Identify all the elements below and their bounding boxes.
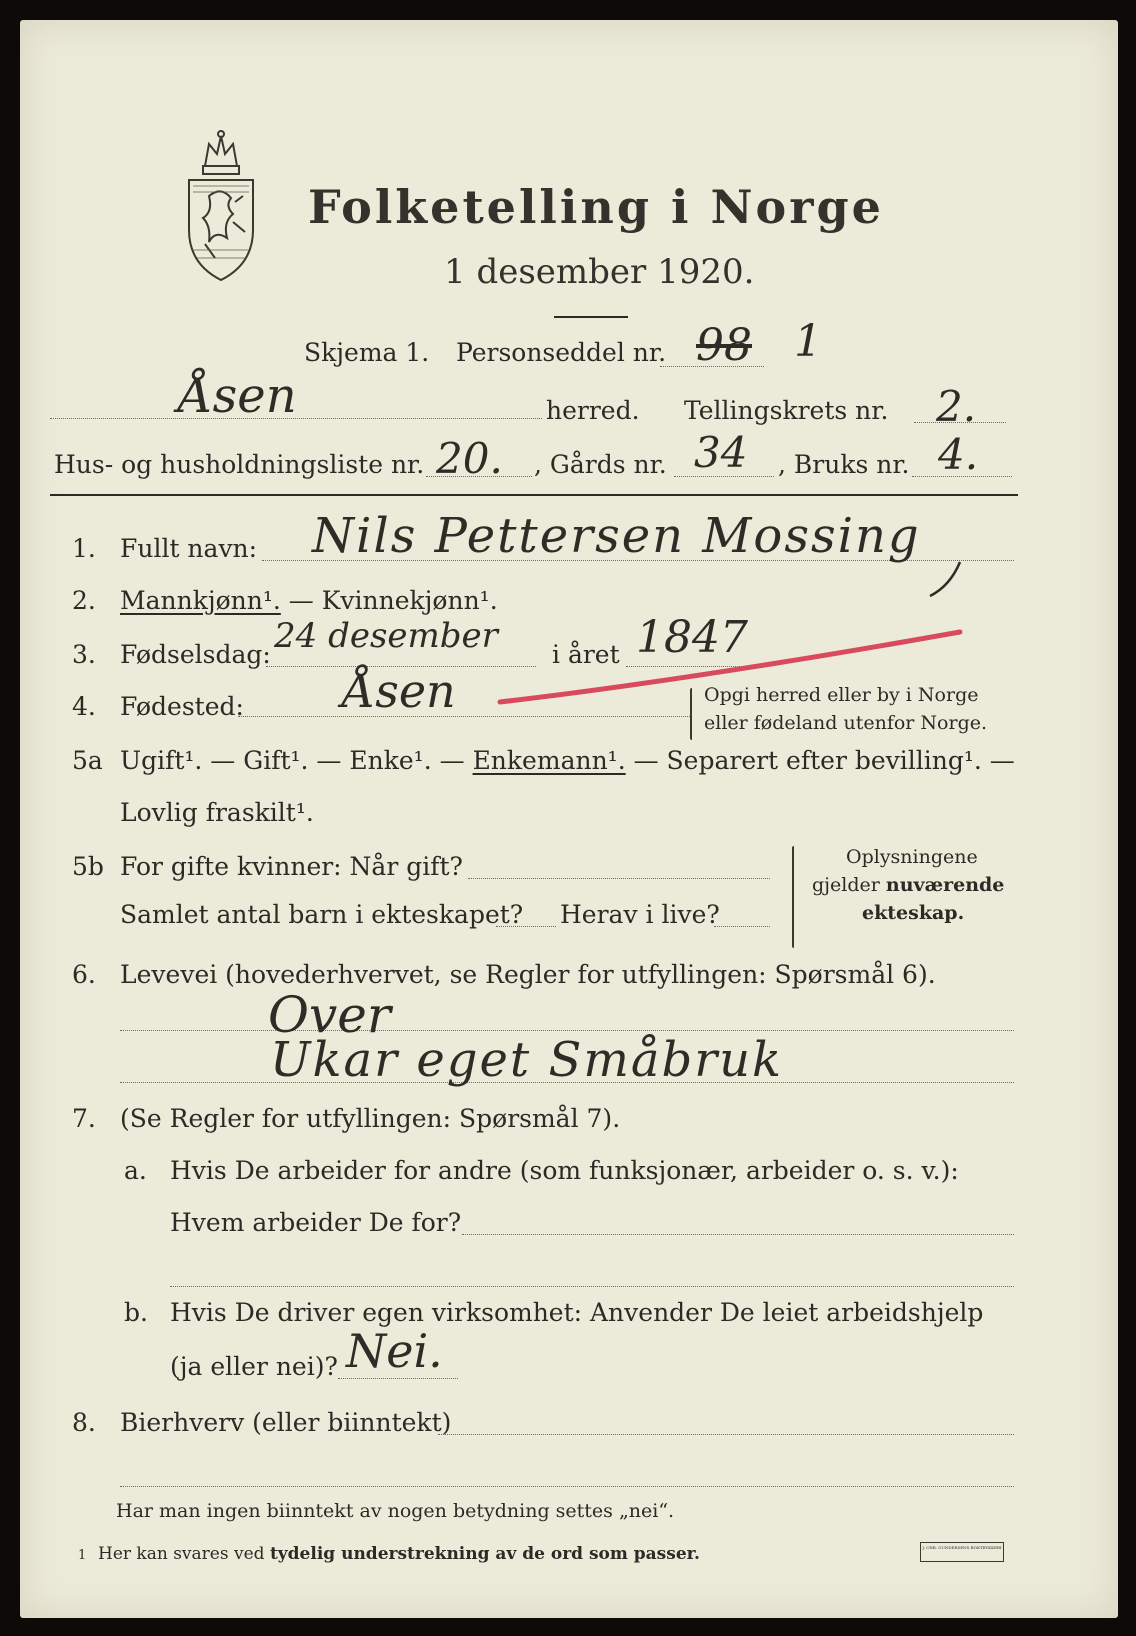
- q7a-employer-line2: [170, 1286, 1014, 1287]
- q5a-separator: —: [202, 746, 244, 775]
- q5b-children-line: [496, 926, 556, 927]
- census-date: 1 desember 1920.: [444, 252, 755, 292]
- footnote-text-a: Her kan svares ved: [98, 1544, 270, 1564]
- q6-value-line1[interactable]: Over: [268, 986, 391, 1044]
- name-flourish: [920, 560, 970, 600]
- q5a-option-gift[interactable]: Gift¹.: [243, 746, 309, 775]
- q4-note-line1: Opgi herred eller by i Norge: [704, 684, 979, 706]
- q3-year-label: i året: [552, 640, 620, 669]
- q4-number: 4.: [72, 692, 96, 721]
- printer-mark: J. CHR. GUNDERSENS BOKTRYKKERI: [920, 1542, 1004, 1562]
- q4-note-line2: eller fødeland utenfor Norge.: [704, 712, 988, 734]
- q5a-separator: —: [431, 746, 473, 775]
- footer-note: Har man ingen biinntekt av nogen betydning settes „nei“.: [116, 1500, 675, 1522]
- q2-number: 2.: [72, 586, 96, 615]
- q5b-alive-label: Herav i live?: [560, 900, 720, 929]
- bruks-value[interactable]: 4.: [938, 430, 979, 479]
- q6-line1: [120, 1030, 1014, 1031]
- bruks-label: , Bruks nr.: [778, 450, 910, 479]
- gards-value[interactable]: 34: [694, 428, 748, 477]
- q8-line1: [438, 1434, 1014, 1435]
- q5a-number: 5a: [72, 746, 103, 775]
- q7b-hired-help-line: [338, 1378, 458, 1379]
- q5b-children-label: Samlet antal barn i ekteskapet?: [120, 900, 524, 929]
- q5a-separator: —: [308, 746, 350, 775]
- q3-birthday-value[interactable]: 24 desember: [274, 616, 498, 656]
- q5a-marital-options: [120, 746, 1015, 775]
- q7a-employer-line: [462, 1234, 1014, 1235]
- tellingskrets-value[interactable]: 2.: [936, 382, 977, 431]
- q7b-hired-help-value[interactable]: Nei.: [346, 1324, 443, 1378]
- q5b-note-nuvaerende: nuværende: [885, 874, 1005, 896]
- herred-label: herred.: [546, 396, 640, 425]
- tellingskrets-label: Tellingskrets nr.: [684, 396, 889, 425]
- q5b-married-when-line: [468, 878, 770, 879]
- q2-sex-options: [120, 586, 498, 615]
- q7-number: 7.: [72, 1104, 96, 1133]
- q1-full-name[interactable]: Nils Pettersen Mossing: [312, 508, 921, 564]
- q1-number: 1.: [72, 534, 96, 563]
- title-divider: [554, 316, 628, 318]
- q5a-option-enke[interactable]: Enke¹.: [349, 746, 432, 775]
- q5b-alive-line: [714, 926, 770, 927]
- q5b-married-when-label: For gifte kvinner: Når gift?: [120, 852, 463, 881]
- q5a-option-separert[interactable]: — Separert efter bevilling¹. —: [625, 746, 1015, 775]
- q5b-note-bracket: [792, 846, 794, 948]
- q2-option-kvinne[interactable]: Kvinnekjønn¹.: [321, 586, 498, 615]
- q3-birth-year[interactable]: 1847: [636, 612, 748, 663]
- norwegian-coat-of-arms-icon: [175, 126, 267, 286]
- q5b-note-line1: Oplysningene: [846, 846, 978, 868]
- footnote-text-b: tydelig understrekning av de ord som passer.: [269, 1544, 700, 1564]
- q7b-letter: b.: [124, 1298, 148, 1327]
- q7b-line1: Hvis De driver egen virksomhet: Anvender De leiet arbeidshjelp: [170, 1298, 984, 1327]
- q3-label: Fødselsdag:: [120, 640, 271, 669]
- schema-label: Skjema 1.: [304, 338, 430, 367]
- footnote-number: 1: [78, 1548, 87, 1563]
- q5b-note-gjelder: gjelder: [812, 874, 886, 896]
- herred-value[interactable]: Åsen: [178, 368, 297, 424]
- q2-separator: —: [280, 586, 322, 615]
- q5b-note-line3: ekteskap.: [862, 902, 965, 924]
- personseddel-extra[interactable]: 1: [794, 316, 822, 367]
- footnote-text: [98, 1544, 700, 1564]
- q4-label: Fødested:: [120, 692, 244, 721]
- q4-line: [238, 716, 690, 717]
- q4-birthplace-value[interactable]: Åsen: [342, 664, 456, 718]
- q8-number: 8.: [72, 1408, 96, 1437]
- gards-label: , Gårds nr.: [534, 450, 667, 479]
- q1-label: Fullt navn:: [120, 534, 258, 563]
- q7a-employer-label: Hvem arbeider De for?: [170, 1208, 462, 1237]
- q5a-option-enkemann[interactable]: Enkemann¹.: [472, 746, 626, 775]
- q5a-option-ugift[interactable]: Ugift¹.: [120, 746, 203, 775]
- q6-label: Levevei (hovederhvervet, se Regler for utfyllingen: Spørsmål 6).: [120, 960, 936, 989]
- personseddel-label: Personseddel nr.: [456, 338, 667, 367]
- q8-label: Bierhverv (eller biinntekt): [120, 1408, 452, 1437]
- header-rule: [50, 494, 1018, 496]
- q6-number: 6.: [72, 960, 96, 989]
- hus-value[interactable]: 20.: [436, 434, 503, 483]
- q5a-option-fraskilt[interactable]: Lovlig fraskilt¹.: [120, 798, 314, 827]
- personseddel-value[interactable]: 98: [696, 320, 752, 371]
- q3-number: 3.: [72, 640, 96, 669]
- form-title: Folketelling i Norge: [308, 180, 884, 234]
- q5b-number: 5b: [72, 852, 104, 881]
- hus-label: Hus- og husholdningsliste nr.: [54, 450, 425, 479]
- q7a-line1: Hvis De arbeider for andre (som funksjonær, arbeider o. s. v.):: [170, 1156, 959, 1185]
- q5b-note-line2: [812, 874, 1004, 896]
- q6-occupation-value[interactable]: Ukar eget Småbruk: [270, 1032, 784, 1088]
- q7a-letter: a.: [124, 1156, 147, 1185]
- q7-label: (Se Regler for utfyllingen: Spørsmål 7).: [120, 1104, 621, 1133]
- census-form: [20, 20, 1118, 1618]
- q8-line2: [120, 1486, 1014, 1487]
- q2-option-mann[interactable]: Mannkjønn¹.: [120, 586, 281, 615]
- q4-note-bracket: [690, 688, 692, 740]
- q7b-hired-help-label: (ja eller nei)?: [170, 1352, 338, 1381]
